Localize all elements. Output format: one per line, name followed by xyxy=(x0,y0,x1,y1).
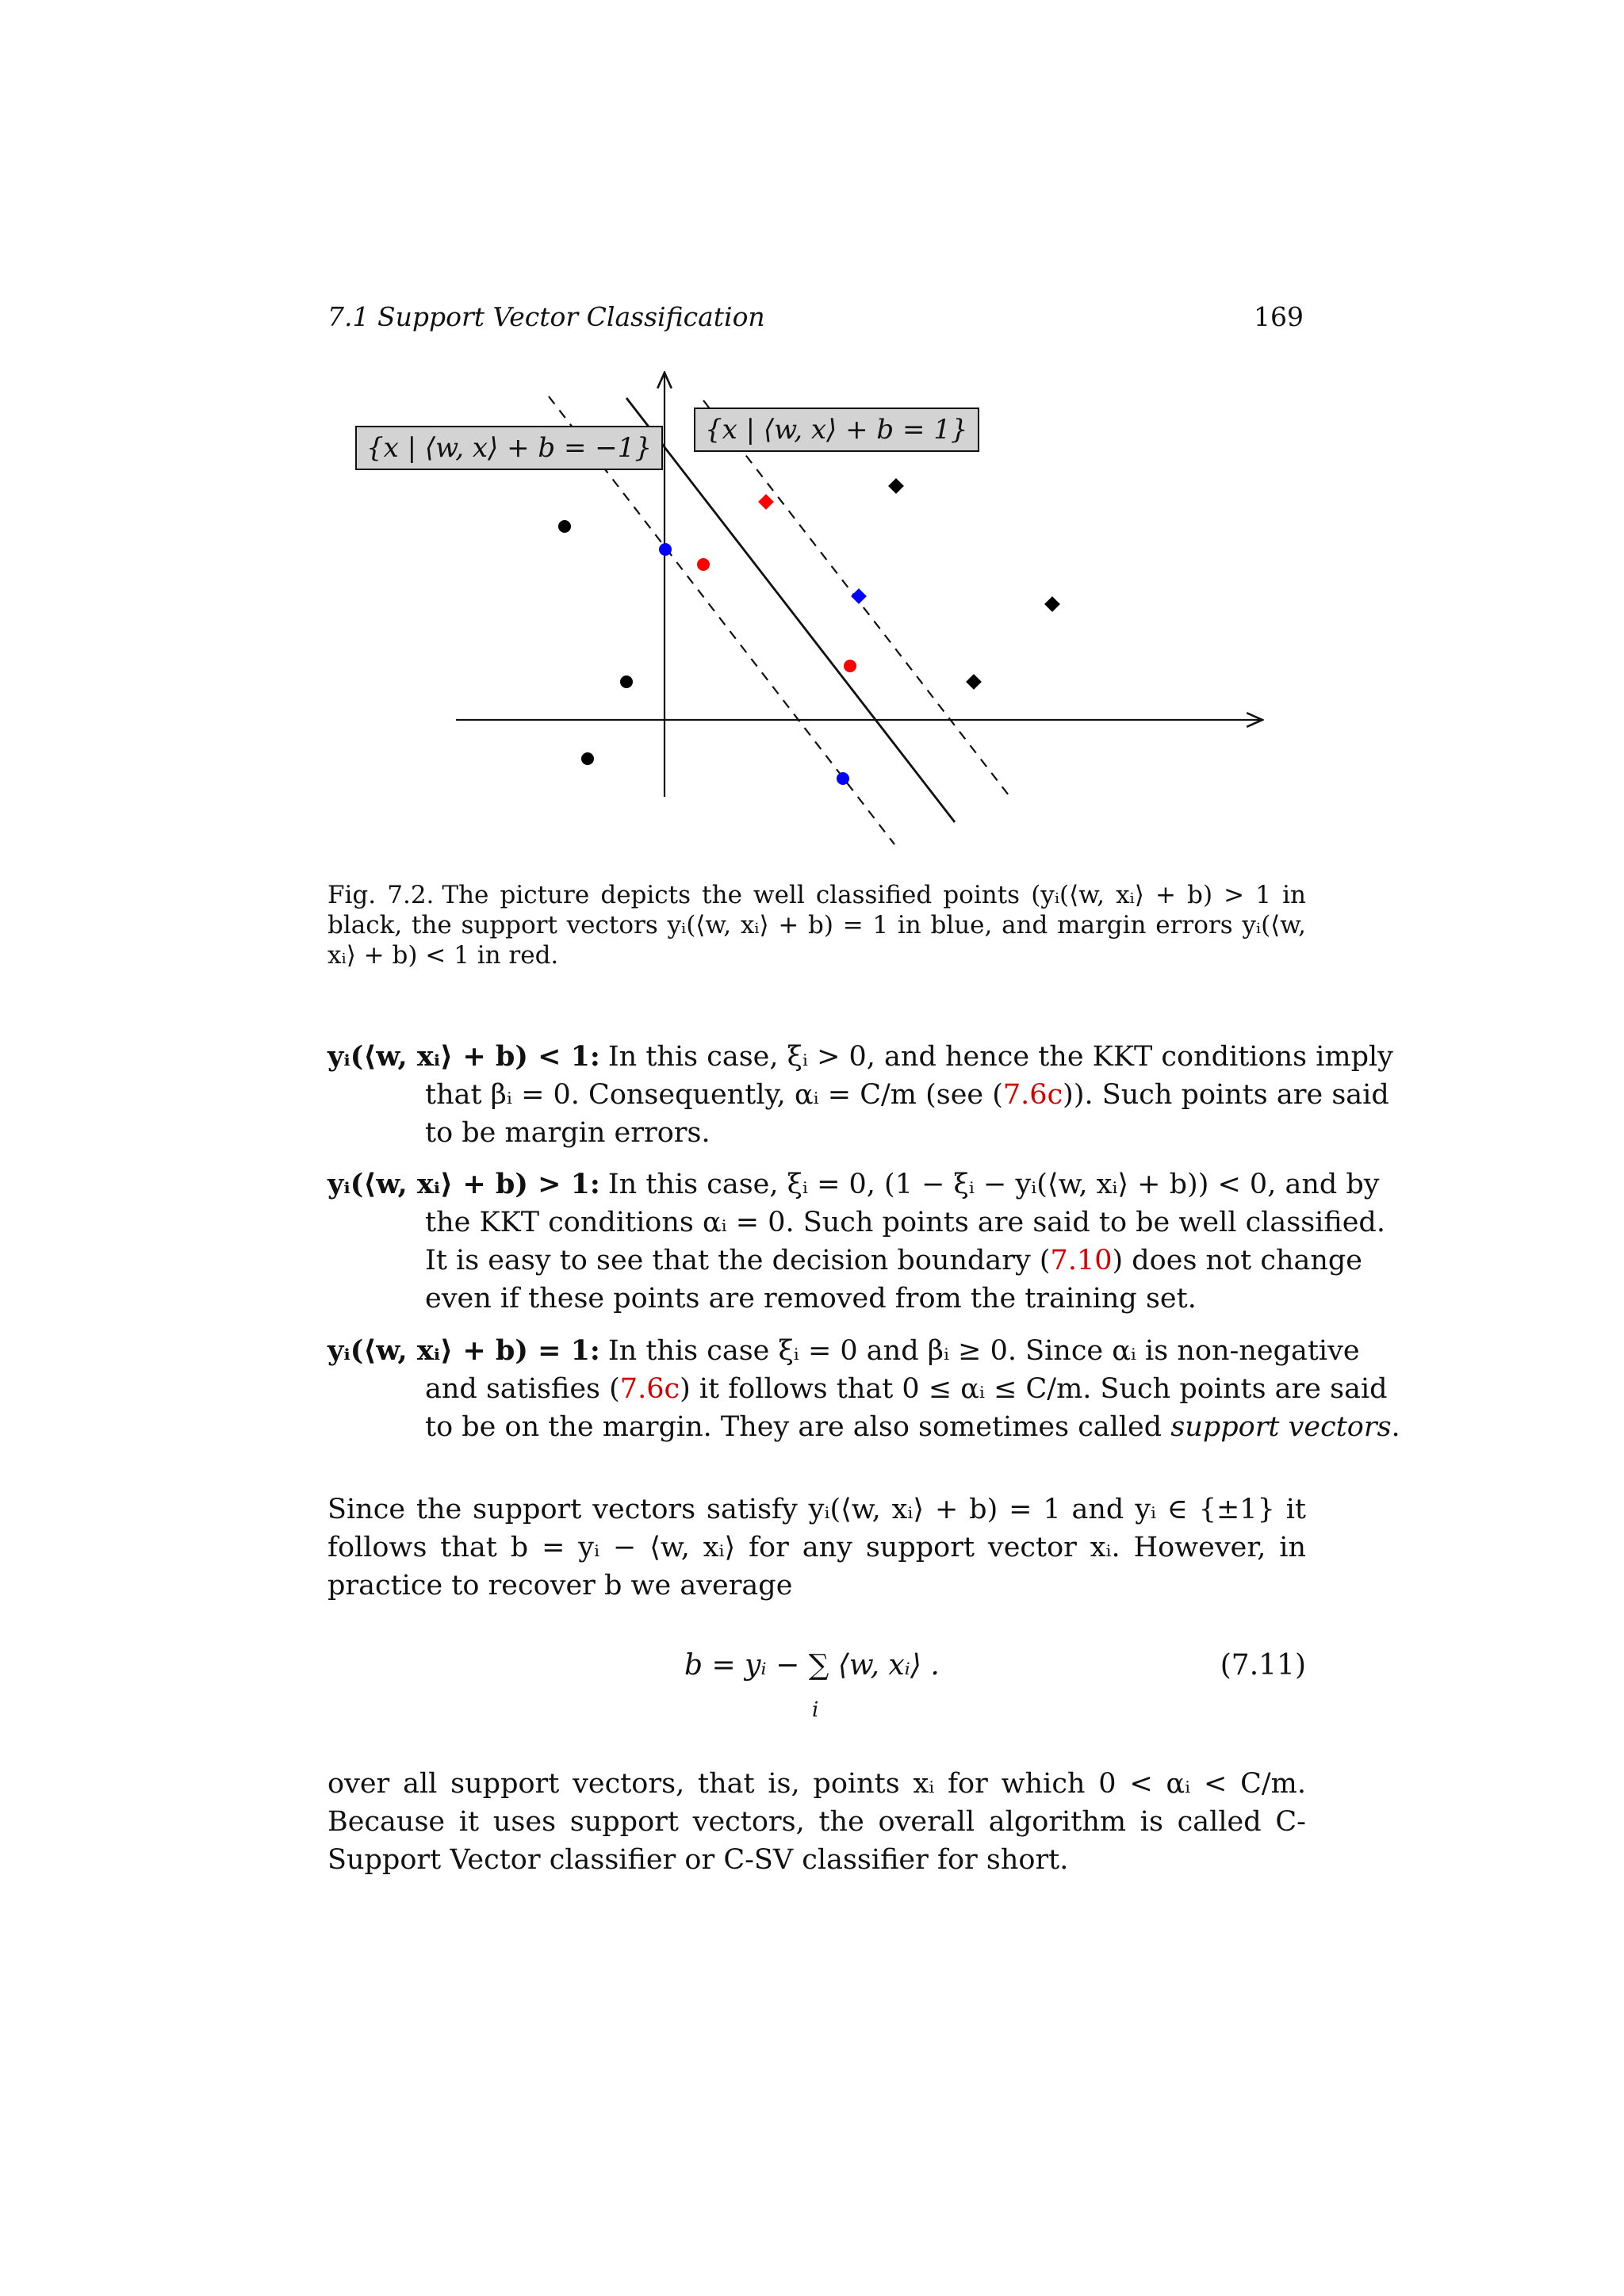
support-vector-point xyxy=(659,543,672,556)
negative-margin-label: {x | ⟨w, x⟩ + b = −1} xyxy=(355,426,663,470)
figure-label: Fig. 7.2. xyxy=(327,881,435,909)
case-text: In this case, ξᵢ > 0, and hence the KKT conditions imply that βᵢ = 0. Consequently, αᵢ = C/m (see ( xyxy=(425,1041,1393,1111)
case-term: yᵢ(⟨w, xᵢ⟩ + b) > 1: xyxy=(327,1168,600,1200)
case-margin-errors xyxy=(327,1038,1404,1152)
case-text: In this case ξᵢ = 0 and βᵢ ≥ 0. Since αᵢ is non-negative and satisfies ( xyxy=(425,1335,1360,1405)
case-well-classified xyxy=(327,1165,1404,1318)
well-classified-point xyxy=(581,752,594,765)
margin-error-point xyxy=(844,660,856,672)
case-term: yᵢ(⟨w, xᵢ⟩ + b) < 1: xyxy=(327,1040,600,1073)
equation-expression: b = yᵢ − ∑ ⟨w, xᵢ⟩ . xyxy=(684,1649,940,1682)
equation-ref-link[interactable]: 7.10 xyxy=(1050,1245,1113,1276)
well-classified-point xyxy=(620,675,633,688)
well-classified-point xyxy=(1044,596,1060,612)
positive-margin-label: {x | ⟨w, x⟩ + b = 1} xyxy=(694,408,979,452)
equation-ref-link[interactable]: 7.6c xyxy=(1002,1079,1063,1111)
sum-subscript: i xyxy=(812,1698,819,1722)
case-text-end: ) it follows that 0 ≤ αᵢ ≤ C/m. Such points are said to be on the margin. They are also sometimes called xyxy=(425,1373,1388,1443)
equation-7-11 xyxy=(327,1649,1306,1720)
case-text-end: )). Such points are said to be margin errors. xyxy=(425,1079,1389,1149)
well-classified-point xyxy=(888,478,904,494)
support-vector-point xyxy=(837,772,849,785)
margin-error-point xyxy=(697,558,710,571)
case-on-margin xyxy=(327,1332,1404,1446)
well-classified-point xyxy=(558,520,571,533)
paragraph-c-sv-classifier: over all support vectors, that is, points xᵢ for which 0 < αᵢ < C/m. Because it uses support vectors, the overall algorithm is called C-Support Vector classifier or C-SV classifier for short. xyxy=(327,1768,1306,1876)
equation-ref-link[interactable]: 7.6c xyxy=(619,1373,680,1405)
well-classified-point xyxy=(966,674,982,690)
paragraph-support-vector-bias: Since the support vectors satisfy yᵢ(⟨w, xᵢ⟩ + b) = 1 and yᵢ ∈ {±1} it follows that b = yᵢ − ⟨w, xᵢ⟩ for any support vector xᵢ. However, in practice to recover b we average xyxy=(327,1494,1306,1601)
case-term: yᵢ(⟨w, xᵢ⟩ + b) = 1: xyxy=(327,1334,600,1367)
caption-text: The picture depicts the well classified points (yᵢ(⟨w, xᵢ⟩ + b) > 1 in black, the support vectors yᵢ(⟨w, xᵢ⟩ + b) = 1 in blue, and margin errors yᵢ(⟨w, xᵢ⟩ + b) < 1 in red. xyxy=(327,881,1306,970)
decision-boundary-line xyxy=(626,398,955,822)
figure-caption xyxy=(327,880,1306,970)
running-header-title: 7.1 Support Vector Classification xyxy=(327,301,765,332)
case-text: In this case, ξᵢ = 0, (1 − ξᵢ − yᵢ(⟨w, xᵢ⟩ + b)) < 0, and by the KKT conditions αᵢ = 0. Such points are said to be well classified. It is easy to see that the decision boundary ( xyxy=(425,1169,1385,1276)
margin-error-point xyxy=(758,494,774,510)
sentence-end: . xyxy=(1391,1411,1400,1443)
equation-number: (7.11) xyxy=(1220,1649,1306,1682)
page-number: 169 xyxy=(1254,301,1304,332)
emphasis-support-vectors: support vectors xyxy=(1170,1411,1392,1443)
case-text-end: ) does not change even if these points are removed from the training set. xyxy=(425,1245,1363,1314)
svm-figure xyxy=(333,357,1285,864)
support-vector-point xyxy=(851,588,867,604)
